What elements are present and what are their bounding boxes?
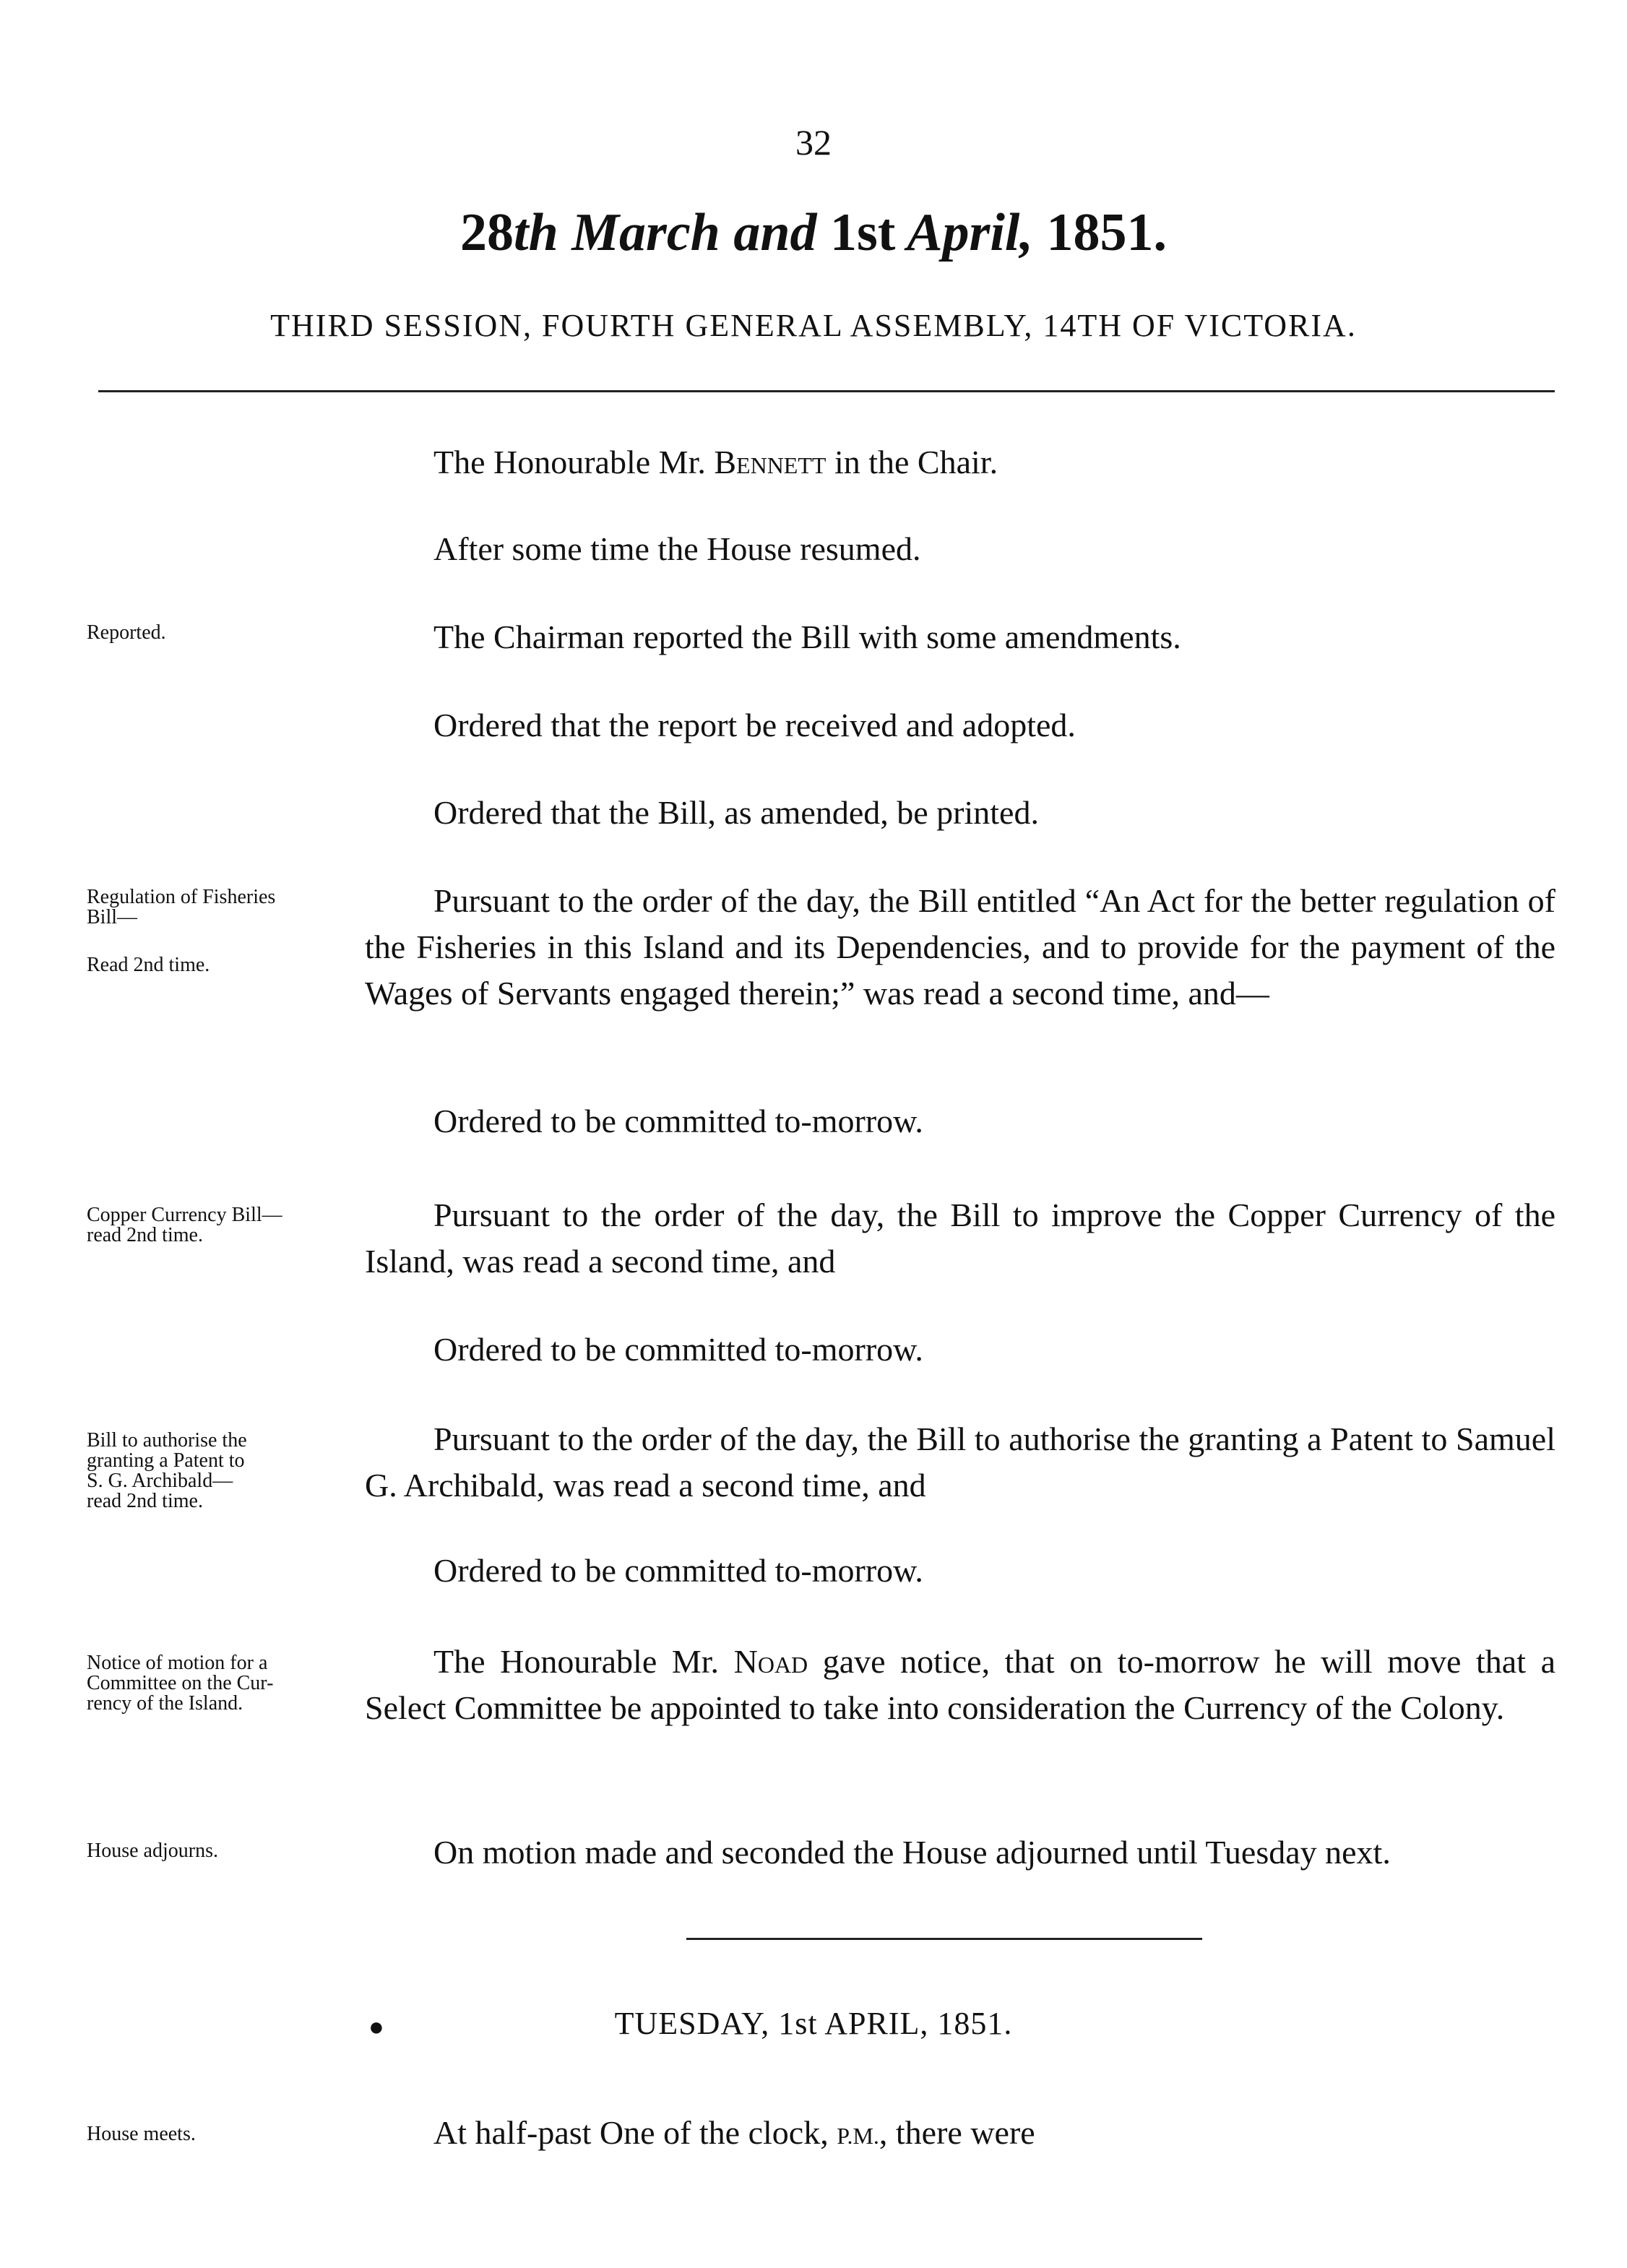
patent-paragraph: Pursuant to the order of the day, the Bill to authorise the granting a Patent to Samuel G. Archibald, was read a second time, and <box>365 1420 1555 1504</box>
margin-adjourns: House adjourns. <box>87 1840 218 1862</box>
notice-prefix: The Honourable Mr. <box>433 1643 734 1680</box>
margin-notice-line-3: rency of the Island. <box>87 1692 243 1715</box>
margin-fisheries-line-2: Bill— <box>87 906 138 928</box>
margin-copper-line-1: Copper Currency Bill— <box>87 1204 282 1226</box>
margin-fisheries-line-1: Regulation of Fisheries <box>87 886 276 908</box>
margin-notice-line-1: Notice of motion for a <box>87 1652 268 1674</box>
printed-line: Ordered that the Bill, as amended, be printed. <box>433 794 1039 831</box>
title-part-2: th March and <box>514 203 830 262</box>
margin-reported: Reported. <box>87 621 166 644</box>
patent-ordered: Ordered to be committed to-morrow. <box>433 1552 923 1589</box>
notice-name: Noad <box>733 1643 808 1680</box>
margin-patent-line-3: S. G. Archibald— <box>87 1470 233 1492</box>
report-adopted-line: Ordered that the report be received and adopted. <box>433 707 1076 743</box>
house-meets-suffix: , there were <box>879 2114 1035 2151</box>
title-part-1: 28 <box>460 203 514 262</box>
notice-paragraph <box>365 1639 1555 1731</box>
copper-paragraph: Pursuant to the order of the day, the Bill to improve the Copper Currency of the Island, was read a second time, and <box>365 1196 1555 1280</box>
margin-patent <box>87 1431 347 1512</box>
chair-prefix: The Honourable Mr. <box>433 444 715 480</box>
margin-notice <box>87 1653 347 1714</box>
page-number: 32 <box>795 122 832 163</box>
margin-copper <box>87 1205 347 1246</box>
tuesday-heading: TUESDAY, 1st APRIL, 1851. <box>614 2006 1013 2041</box>
notice-suffix: gave notice, that on to-morrow he will move that a Select Committee be appointed to take into consideration the Currency of the Colony. <box>365 1643 1555 1726</box>
house-meets-prefix: At half-past One of the clock, <box>433 2114 837 2151</box>
copper-ordered: Ordered to be committed to-morrow. <box>433 1331 923 1368</box>
title-part-4: April, <box>895 203 1033 262</box>
reported-line: The Chairman reported the Bill with some amendments. <box>433 618 1181 655</box>
fisheries-paragraph: Pursuant to the order of the day, the Bill entitled “An Act for the better regulation of the Fisheries in this Island and its Dependencies, and to provide for the payment of the Wages of Servants engaged therein;” was read a second time, and— <box>365 882 1555 1012</box>
section-divider <box>686 1938 1202 1940</box>
margin-notice-line-2: Committee on the Cur- <box>87 1672 274 1694</box>
resumed-line: After some time the House resumed. <box>433 530 921 567</box>
margin-patent-line-2: granting a Patent to <box>87 1449 245 1472</box>
page-title <box>0 202 1627 264</box>
adjourns-line: On motion made and seconded the House adjourned until Tuesday next. <box>433 1834 1391 1871</box>
title-part-5: 1851. <box>1032 203 1167 262</box>
margin-patent-line-4: read 2nd time. <box>87 1490 203 1512</box>
title-part-3: 1st <box>829 203 896 262</box>
bullet-mark-icon: ● <box>368 2012 384 2041</box>
house-meets-pm: P.M. <box>837 2123 879 2149</box>
fisheries-ordered: Ordered to be committed to-morrow. <box>433 1103 923 1139</box>
margin-copper-line-2: read 2nd time. <box>87 1224 203 1246</box>
house-meets-line <box>433 2110 1035 2159</box>
chair-name: Bennett <box>714 444 827 480</box>
margin-fisheries-line-3: Read 2nd time. <box>87 954 210 976</box>
header-divider <box>98 390 1555 392</box>
chair-line <box>433 439 998 486</box>
session-heading: THIRD SESSION, FOURTH GENERAL ASSEMBLY, 14TH OF VICTORIA. <box>270 308 1357 343</box>
chair-suffix: in the Chair. <box>826 444 998 480</box>
margin-house-meets: House meets. <box>87 2123 196 2145</box>
margin-patent-line-1: Bill to authorise the <box>87 1429 247 1452</box>
margin-fisheries <box>87 887 347 975</box>
